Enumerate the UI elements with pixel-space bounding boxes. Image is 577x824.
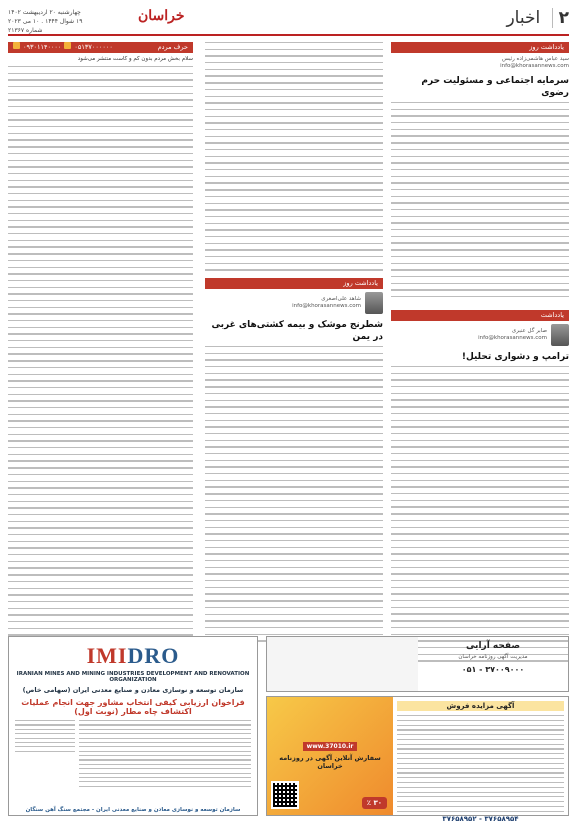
article-body [205, 346, 383, 644]
advertisement-area [8, 636, 569, 824]
auction-phones: ۳۷۶۵۸۹۵۲ - ۳۷۶۵۸۹۵۴ [442, 815, 519, 824]
page-number: ۲ [552, 8, 569, 28]
section-label: یادداشت روز [343, 279, 378, 287]
left-column [8, 42, 193, 636]
section-title: اخبار [506, 8, 541, 28]
online-ad-banner [267, 697, 393, 815]
author-photo [365, 292, 383, 314]
tender-title: فراخوان ارزیابی کیفی انتخاب مشاور جهت انجام عملیات اکتشاف چاه مطار (نوبت اول) [21, 698, 245, 716]
qr-code-icon [271, 781, 299, 809]
article-body-2 [391, 366, 569, 666]
author-photo [551, 324, 569, 346]
website-link[interactable]: www.37010.ir [303, 742, 358, 751]
section-bar [391, 42, 569, 53]
imidro-english-name: IRANIAN MINES AND MINING INDUSTRIES DEVELOPMENT AND RENOVATION ORGANIZATION [16, 671, 250, 683]
byline [205, 292, 383, 314]
imidro-footer: سازمان توسعه و نوسازی معادن و صنایع معدنی ایران - مجتمع سنگ آهن سنگان [25, 807, 241, 813]
author-name: سید عباس ‌هاشمی‌زاده رئیس [501, 56, 569, 62]
issue-date-alt: ۱۹ شوال ۱۴۴۴ . ۱۰ می ۲۰۲۳ [8, 18, 83, 25]
section-bar [8, 42, 193, 53]
byline-2 [391, 324, 569, 346]
author-email: info@khorasannews.com [500, 63, 569, 69]
section-label: حرف مردم [157, 43, 188, 51]
author-email: info@khorasannews.com [292, 303, 361, 309]
tender-body [9, 716, 257, 794]
auction-title: آگهی مزایده فروش [397, 701, 564, 711]
section-bar [205, 278, 383, 289]
phone-number: ۰۵۱۳۷۰۰۰۰۰۰ [74, 43, 113, 51]
banner-slogan: سفارش آنلاین آگهی در روزنامه خراسان [279, 754, 381, 770]
discount-badge: ۳۰ ٪ [362, 797, 387, 809]
sms-number: ۰۹۳۰۱۱۴۰۰۰۰ [23, 43, 62, 51]
author-name-2: صابر گل عنبری [511, 328, 547, 334]
issue-number: شماره ۲۱۳۶۷ [8, 27, 43, 34]
issue-date: چهارشنبه ۲۰ اردیبهشت ۱۴۰۲ [8, 9, 81, 16]
section-label-2: یادداشت [540, 311, 564, 319]
newspaper-logo: خراسان [138, 8, 185, 24]
section-intro: سلام بخش مردم بدون کم و کاست منتشر می‌شود [77, 56, 193, 62]
article-headline: سرمایه اجتماعی و مسئولیت حرم رضوی [421, 76, 569, 98]
article-body [391, 102, 569, 306]
byline [391, 56, 569, 70]
middle-column [205, 42, 383, 644]
contact-info [13, 42, 113, 53]
article-headline-2: ترامپ و دشواری تحلیل! [461, 352, 569, 362]
layout-image [267, 637, 418, 691]
continued-text [205, 42, 383, 278]
article-headline: شطرنج موشک و بیمه کشتی‌های غربی در یمن [211, 320, 383, 342]
imidro-logo: IMIDRO [86, 643, 180, 668]
reader-comments [8, 66, 193, 636]
masthead [8, 6, 569, 36]
page-header [506, 8, 569, 28]
section-label: یادداشت روز [529, 43, 564, 51]
author-name: شاهد علی‌اصغری [321, 296, 361, 302]
author-email-2: info@khorasannews.com [478, 335, 547, 341]
layout-subtitle: مدیریت آگهی روزنامه خراسان [458, 654, 528, 660]
section-bar-2 [391, 310, 569, 321]
right-column [391, 42, 569, 666]
imidro-ad [8, 636, 258, 816]
imidro-persian-name: سازمان توسعه و نوسازی معادن و صنایع معدنی ایران (سهامی خاص) [22, 686, 244, 694]
layout-title: صفحه آرایی [465, 641, 521, 651]
layout-ad [266, 636, 569, 692]
phone-icon [64, 42, 71, 49]
sms-icon [13, 42, 20, 49]
auction-ad [266, 696, 569, 824]
layout-phone: ۰۵۱ - ۳۷۰۰۹۰۰۰ [461, 665, 525, 674]
issue-meta [8, 8, 133, 35]
